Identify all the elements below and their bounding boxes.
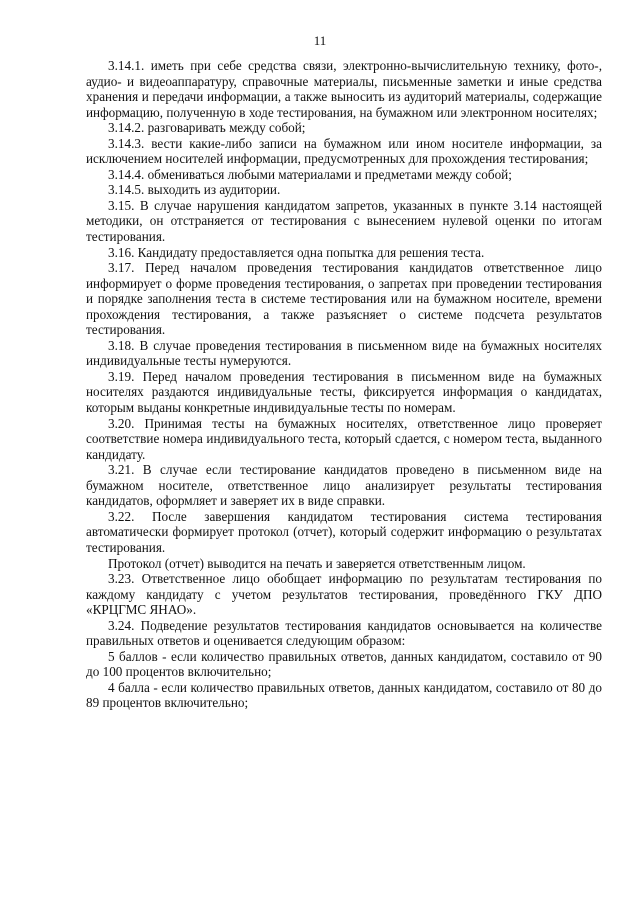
document-body xyxy=(86,58,602,711)
paragraph-3-16: 3.16. Кандидату предоставляется одна попытка для решения теста. xyxy=(108,244,485,260)
paragraph-3-15: 3.15. В случае нарушения кандидатом запретов, указанных в пункте 3.14 настоящей методики, он отстраняется от тестирования с вынесением нулевой оценки по итогам тестирования. xyxy=(86,197,602,245)
paragraph-3-22: 3.22. После завершения кандидатом тестирования система тестирования автоматически формирует протокол (отчет), который содержит информацию о результатах тестирования. xyxy=(86,508,602,555)
paragraph-3-20: 3.20. Принимая тесты на бумажных носителях, ответственное лицо проверяет соответствие номера индивидуального теста, который сдается, с номером теста, выданного кандидату. xyxy=(86,415,602,462)
paragraph-3-21: 3.21. В случае если тестирование кандидатов проведено в письменном виде на бумажном носителе, ответственное лицо анализирует результаты тестирования кандидатов, оформляет и заверяет их в виде справки. xyxy=(86,462,602,509)
paragraph-3-14-1: 3.14.1. иметь при себе средства связи, электронно-вычислительную технику, фото-, аудио- и видеоаппаратуру, справочные материалы, письменные заметки и иные средства хранения и передачи информации, а также выносить из аудиторий материалы, содержащие информацию, полученную в ходе тестирования, на бумажном или электронном носителях; xyxy=(86,58,602,120)
paragraph-protocol: Протокол (отчет) выводится на печать и заверяется ответственным лицом. xyxy=(108,555,526,571)
paragraph-3-14-5: 3.14.5. выходить из аудитории. xyxy=(108,182,281,198)
paragraph-3-14-3: 3.14.3. вести какие-либо записи на бумажном или ином носителе информации, за исключением носителей информации, предусмотренных для прохождения тестирования; xyxy=(86,135,602,167)
paragraph-3-23: 3.23. Ответственное лицо обобщает информацию по результатам тестирования по каждому кандидату с учетом результатов тестирования, проведённого ГКУ ДПО «КРЦГМС ЯНАО». xyxy=(86,571,602,618)
page-number: 11 xyxy=(313,33,327,48)
paragraph-3-17: 3.17. Перед началом проведения тестирования кандидатов ответственное лицо информирует о форме проведения тестирования, о запретах при проведении тестирования и порядке заполнения теста в системе тестирования или на бумажном носителе, времени прохождения тестирования, а также разъясняет о системе подсчета результатов тестирования. xyxy=(86,260,602,338)
paragraph-3-18: 3.18. В случае проведения тестирования в письменном виде на бумажных носителях индивидуальные тесты нумеруются. xyxy=(86,337,602,369)
paragraph-3-24: 3.24. Подведение результатов тестирования кандидатов основывается на количестве правильных ответов и оценивается следующим образом: xyxy=(86,617,602,649)
paragraph-score-4: 4 балла - если количество правильных ответов, данных кандидатом, составило от 80 до 89 процентов включительно; xyxy=(86,679,602,711)
paragraph-3-14-2: 3.14.2. разговаривать между собой; xyxy=(108,120,306,136)
paragraph-3-19: 3.19. Перед началом проведения тестирования в письменном виде на бумажных носителях раздаются индивидуальные тесты, фиксируется информация о кандидатах, которым выданы конкретные индивидуальные тесты по номерам. xyxy=(86,368,602,416)
paragraph-score-5: 5 баллов - если количество правильных ответов, данных кандидатом, составило от 90 до 100 процентов включительно; xyxy=(86,648,602,680)
paragraph-3-14-4: 3.14.4. обмениваться любыми материалами и предметами между собой; xyxy=(108,166,512,182)
